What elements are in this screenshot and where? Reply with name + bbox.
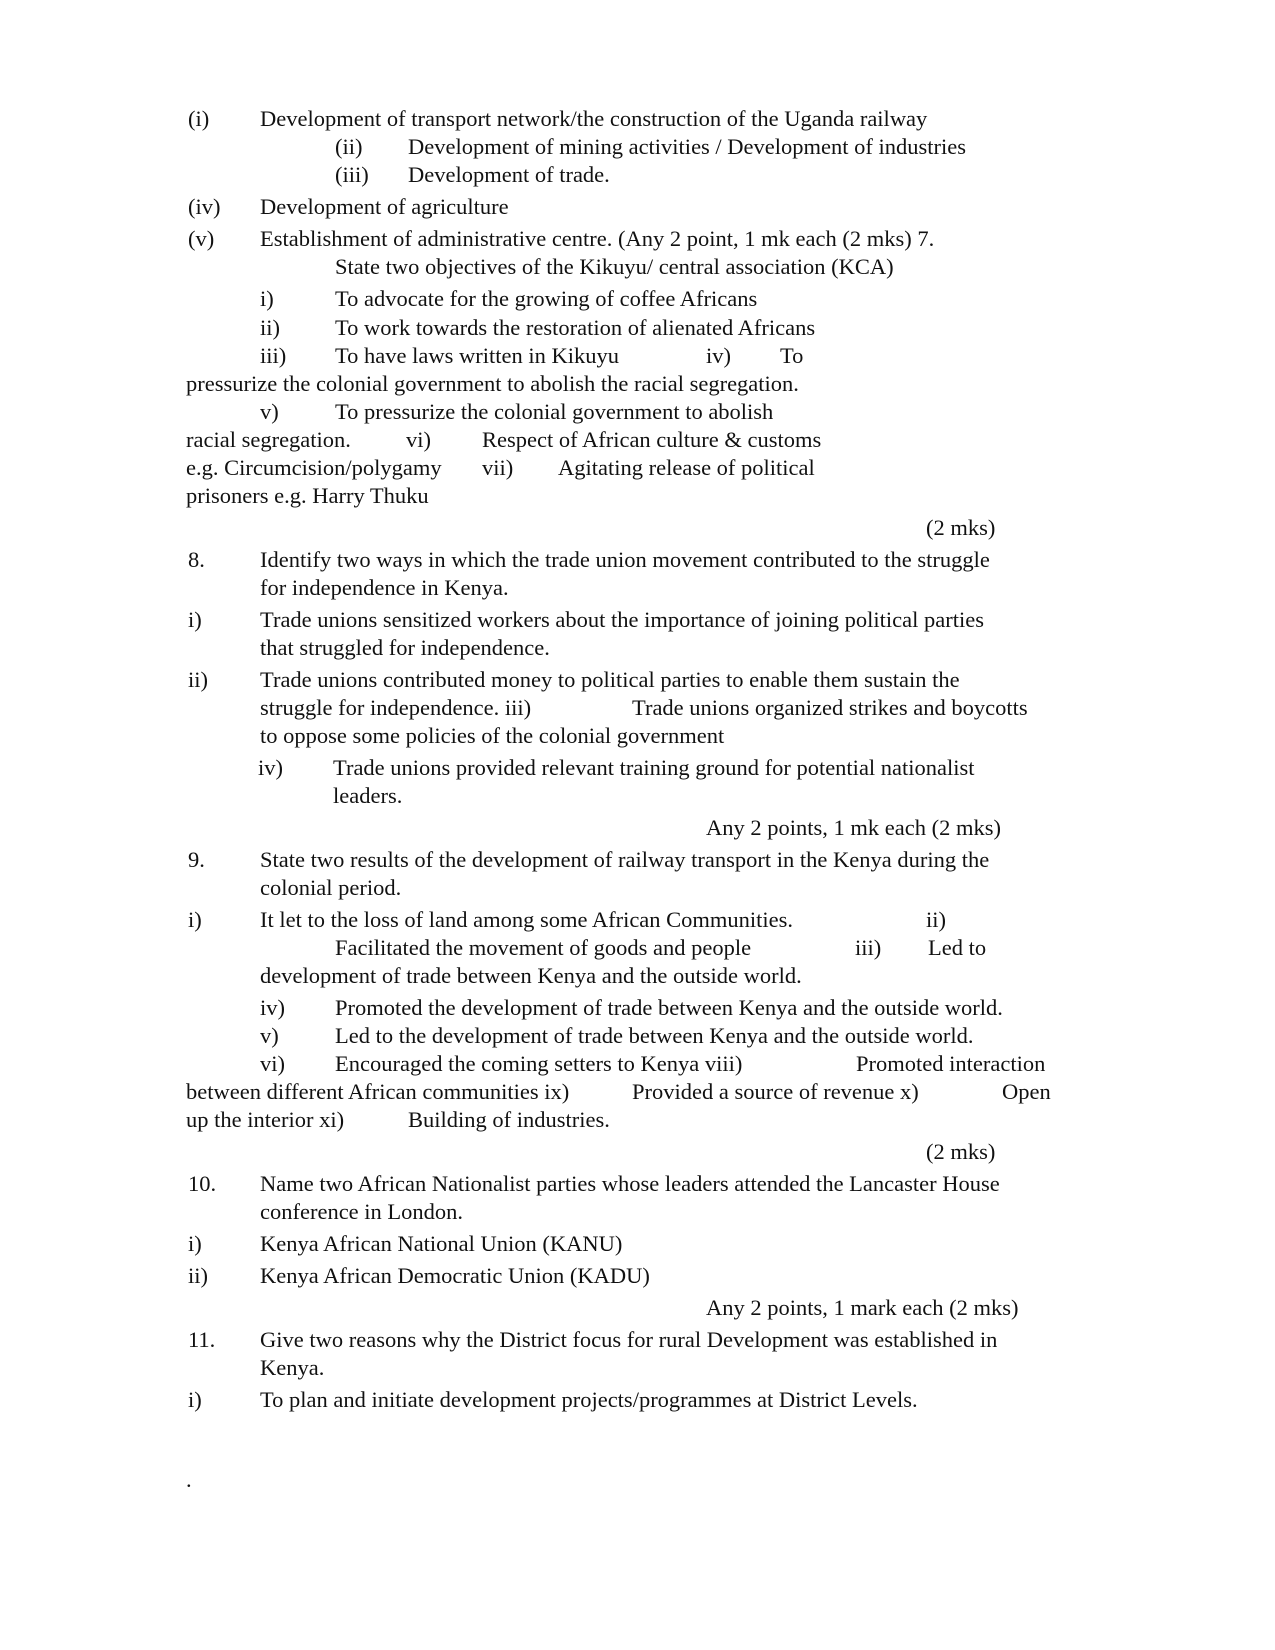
- text-line: Kenya African Democratic Union (KADU): [260, 1263, 650, 1288]
- text-line: i): [260, 286, 274, 311]
- text-line: up the interior xi): [186, 1107, 345, 1132]
- text-line: conference in London.: [260, 1199, 464, 1224]
- text-line: 11.: [188, 1327, 216, 1352]
- text-line: To: [780, 343, 804, 368]
- text-line: To plan and initiate development projects/programmes at District Levels.: [260, 1387, 918, 1412]
- text-line: Development of mining activities / Development of industries: [408, 134, 967, 159]
- text-line: iv): [706, 343, 731, 368]
- text-line: leaders.: [333, 783, 403, 808]
- text-line: Establishment of administrative centre. (Any 2 point, 1 mk each (2 mks) 7.: [260, 226, 935, 251]
- text-line: Kenya.: [260, 1355, 325, 1380]
- text-line: Trade unions sensitized workers about the importance of joining political parties: [260, 607, 985, 632]
- text-line: v): [260, 399, 279, 424]
- text-line: Development of agriculture: [260, 194, 509, 219]
- text-line: Led to: [928, 935, 987, 960]
- text-line: Agitating release of political: [558, 455, 815, 480]
- text-line: State two results of the development of railway transport in the Kenya during the: [260, 847, 990, 872]
- text-line: 8.: [188, 547, 205, 572]
- text-line: iii): [260, 343, 287, 368]
- text-line: (iv): [188, 194, 221, 219]
- text-line: i): [188, 1231, 202, 1256]
- text-line: v): [260, 1023, 279, 1048]
- text-line: Building of industries.: [408, 1107, 610, 1132]
- text-line: Kenya African National Union (KANU): [260, 1231, 623, 1256]
- text-line: Development of trade.: [408, 162, 610, 187]
- text-line: (2 mks): [926, 1139, 996, 1164]
- text-line: Facilitated the movement of goods and people: [335, 935, 752, 960]
- text-line: i): [188, 907, 202, 932]
- text-line: Promoted the development of trade between Kenya and the outside world.: [335, 995, 1003, 1020]
- text-line: Development of transport network/the construction of the Uganda railway: [260, 106, 928, 131]
- text-line: Promoted interaction: [856, 1051, 1046, 1076]
- text-line: Trade unions provided relevant training ground for potential nationalist: [333, 755, 975, 780]
- text-line: that struggled for independence.: [260, 635, 550, 660]
- text-line: To pressurize the colonial government to abolish: [335, 399, 774, 424]
- text-line: between different African communities ix): [186, 1079, 570, 1104]
- text-line: ii): [188, 667, 208, 692]
- text-line: Identify two ways in which the trade union movement contributed to the struggle: [260, 547, 990, 572]
- text-line: iv): [258, 755, 283, 780]
- text-line: (2 mks): [926, 515, 996, 540]
- text-line: i): [188, 607, 202, 632]
- text-line: Give two reasons why the District focus for rural Development was established in: [260, 1327, 998, 1352]
- text-line: Provided a source of revenue x): [632, 1079, 919, 1104]
- text-line: (i): [188, 106, 210, 131]
- text-line: struggle for independence. iii): [260, 695, 532, 720]
- text-line: vi): [406, 427, 431, 452]
- text-line: to oppose some policies of the colonial government: [260, 723, 725, 748]
- text-line: development of trade between Kenya and the outside world.: [260, 963, 802, 988]
- text-line: To advocate for the growing of coffee Africans: [335, 286, 758, 311]
- text-line: ii): [926, 907, 946, 932]
- text-line: Encouraged the coming setters to Kenya viii): [335, 1051, 743, 1076]
- text-line: Any 2 points, 1 mark each (2 mks): [706, 1295, 1019, 1320]
- text-line: e.g. Circumcision/polygamy: [186, 455, 442, 480]
- text-line: Trade unions contributed money to political parties to enable them sustain the: [260, 667, 960, 692]
- text-line: iv): [260, 995, 285, 1020]
- text-line: racial segregation.: [186, 427, 351, 452]
- text-line: colonial period.: [260, 875, 402, 900]
- text-line: for independence in Kenya.: [260, 575, 509, 600]
- text-line: 10.: [188, 1171, 217, 1196]
- text-line: Open: [1002, 1079, 1051, 1104]
- text-line: ii): [260, 315, 280, 340]
- text-line: It let to the loss of land among some African Communities.: [260, 907, 794, 932]
- text-line: vii): [482, 455, 514, 480]
- text-line: (v): [188, 226, 215, 251]
- text-line: To work towards the restoration of alienated Africans: [335, 315, 816, 340]
- text-line: (ii): [335, 134, 363, 159]
- text-line: iii): [855, 935, 882, 960]
- text-line: State two objectives of the Kikuyu/ central association (KCA): [335, 254, 894, 279]
- text-line: Led to the development of trade between Kenya and the outside world.: [335, 1023, 974, 1048]
- text-line: To have laws written in Kikuyu: [335, 343, 619, 368]
- text-line: Any 2 points, 1 mk each (2 mks): [706, 815, 1001, 840]
- text-line: ii): [188, 1263, 208, 1288]
- text-line: vi): [260, 1051, 285, 1076]
- text-line: Respect of African culture & customs: [482, 427, 822, 452]
- text-line: Name two African Nationalist parties whose leaders attended the Lancaster House: [260, 1171, 1000, 1196]
- text-line: 9.: [188, 847, 205, 872]
- text-line: .: [186, 1467, 192, 1492]
- text-line: (iii): [335, 162, 369, 187]
- text-line: prisoners e.g. Harry Thuku: [186, 483, 429, 508]
- text-line: Trade unions organized strikes and boycotts: [632, 695, 1028, 720]
- text-line: pressurize the colonial government to abolish the racial segregation.: [186, 371, 799, 396]
- text-line: i): [188, 1387, 202, 1412]
